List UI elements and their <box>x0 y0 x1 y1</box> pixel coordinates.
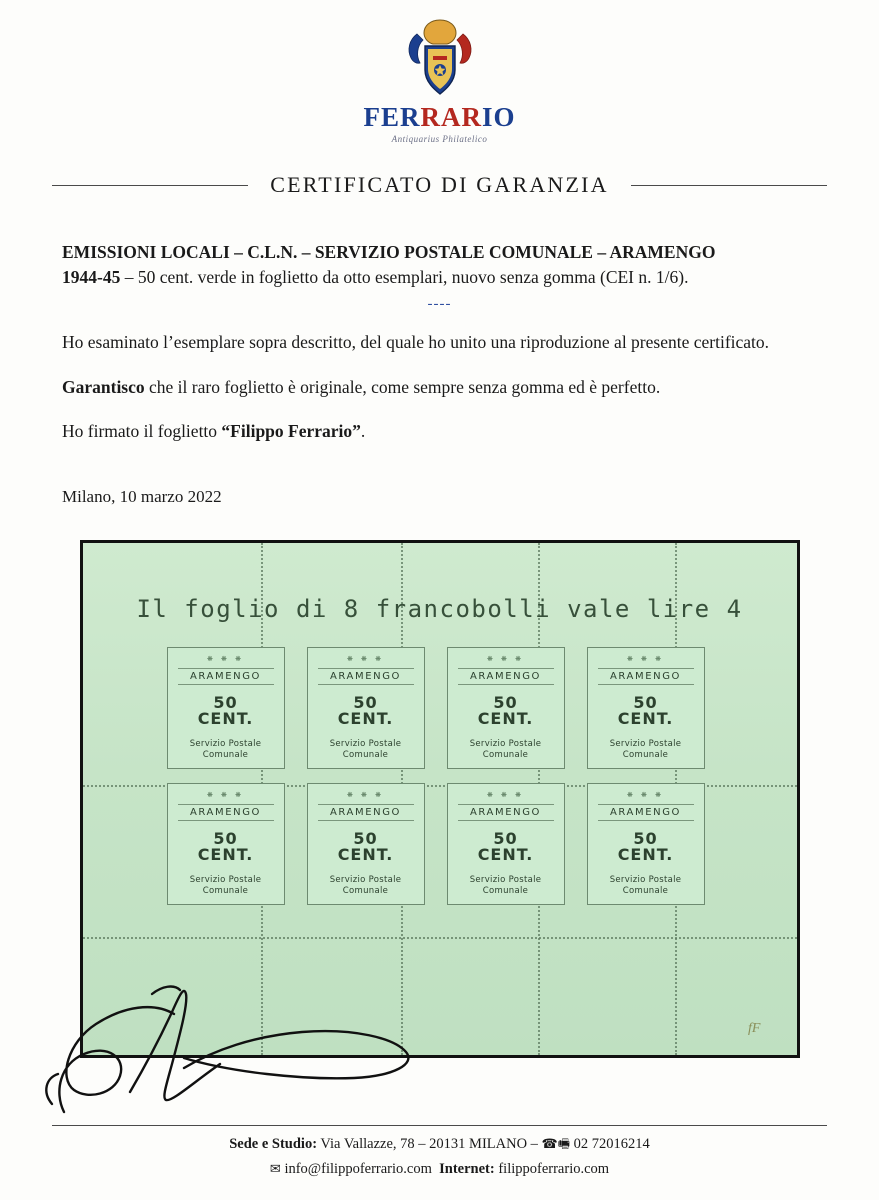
stamp-service-line-1: Servizio Postale <box>469 875 542 886</box>
signed-pre: Ho firmato il foglietto <box>62 420 222 441</box>
stamp-value: 50 <box>493 828 518 848</box>
stamp-item <box>587 647 705 769</box>
title-rule-left <box>52 185 248 186</box>
stamp-service-line-1: Servizio Postale <box>609 875 682 886</box>
stamp-value: 50 <box>633 692 658 712</box>
footer <box>52 1125 827 1178</box>
footer-address: Via Vallazze, 78 – 20131 MILANO – <box>317 1136 542 1152</box>
stamp-value: 50 <box>493 692 518 712</box>
stamp-country: ARAMENGO <box>598 668 694 685</box>
ornament-icon: ❋ ❋ ❋ <box>626 790 665 799</box>
stamp-currency: CENT. <box>337 845 394 865</box>
paragraph-signed <box>62 418 817 444</box>
ornament-icon: ❋ ❋ ❋ <box>346 654 385 663</box>
divider-dashes: ---- <box>427 295 452 312</box>
stamp-service-line-1: Servizio Postale <box>469 739 542 750</box>
brand-part-3: IO <box>481 102 516 132</box>
brand-wordmark <box>0 104 879 131</box>
stamp-value: 50 <box>353 692 378 712</box>
stamp-service-line-1: Servizio Postale <box>329 739 402 750</box>
stamp-grid <box>167 647 723 905</box>
stamp-currency: CENT. <box>477 709 534 729</box>
footer-label-sede: Sede e Studio: <box>229 1136 318 1152</box>
brand-part-1: FER <box>363 102 421 132</box>
letterhead <box>0 0 879 144</box>
stamp-item <box>447 783 565 905</box>
stamp-country: ARAMENGO <box>458 804 554 821</box>
stamp-sheet-image <box>80 540 800 1058</box>
stamp-currency: CENT. <box>617 709 674 729</box>
stamp-currency: CENT. <box>477 845 534 865</box>
stamp-service-line-2: Comunale <box>482 749 529 760</box>
stamp-service-line-2: Comunale <box>202 749 249 760</box>
footer-email[interactable]: info@filippoferrario.com <box>284 1161 432 1177</box>
stamp-service-line-2: Comunale <box>342 885 389 896</box>
paragraph-guarantee <box>62 374 817 400</box>
signed-name: “Filippo Ferrario” <box>221 420 361 441</box>
stamp-currency: CENT. <box>617 845 674 865</box>
page-title: CERTIFICATO DI GARANZIA <box>270 172 609 197</box>
brand-tagline: Antiquarius Philatelico <box>391 134 488 144</box>
stamp-country: ARAMENGO <box>318 668 414 685</box>
title-rule-right <box>631 185 827 186</box>
footer-address-line <box>52 1135 827 1157</box>
ornament-icon: ❋ ❋ ❋ <box>486 654 525 663</box>
heraldic-crest-icon <box>397 16 483 102</box>
place-and-date: Milano, 10 marzo 2022 <box>62 487 222 506</box>
stamp-value: 50 <box>353 828 378 848</box>
phone-icon: ☎ <box>541 1136 558 1151</box>
stamp-country: ARAMENGO <box>318 804 414 821</box>
ornament-icon: ❋ ❋ ❋ <box>626 654 665 663</box>
ornament-icon: ❋ ❋ ❋ <box>346 790 385 799</box>
envelope-icon: ✉ <box>269 1161 281 1176</box>
sheet-heading-text: Il foglio di 8 francobolli vale lire 4 <box>136 594 743 623</box>
ornament-icon: ❋ ❋ ❋ <box>486 790 525 799</box>
footer-label-internet: Internet: <box>439 1161 495 1177</box>
footer-website[interactable]: filippoferrario.com <box>494 1161 610 1177</box>
fax-icon: 🖷 <box>557 1136 571 1151</box>
signed-post: . <box>360 420 366 441</box>
certificate-title-row <box>0 172 879 198</box>
ornament-icon: ❋ ❋ ❋ <box>206 790 245 799</box>
stamp-service-line-2: Comunale <box>202 885 249 896</box>
guarantee-keyword: Garantisco <box>62 376 145 397</box>
guarantee-text: che il raro foglietto è originale, come sempre senza gomma ed è perfetto. <box>144 376 661 397</box>
stamp-service-line-2: Comunale <box>622 749 669 760</box>
stamp-country: ARAMENGO <box>178 804 274 821</box>
item-description-year: 1944-45 <box>62 267 121 288</box>
item-description-main: EMISSIONI LOCALI – C.L.N. – SERVIZIO POSTALE COMUNALE – ARAMENGO <box>62 242 716 262</box>
certificate-body <box>0 240 879 510</box>
stamp-service-line-2: Comunale <box>482 885 529 896</box>
stamp-country: ARAMENGO <box>178 668 274 685</box>
stamp-service-line-2: Comunale <box>622 885 669 896</box>
stamp-service-line-1: Servizio Postale <box>609 739 682 750</box>
ornament-icon: ❋ ❋ ❋ <box>206 654 245 663</box>
expert-mini-signature: fF <box>748 1020 761 1036</box>
footer-contact-line <box>52 1161 827 1178</box>
stamp-value: 50 <box>213 692 238 712</box>
stamp-item <box>307 647 425 769</box>
stamp-value: 50 <box>633 828 658 848</box>
stamp-service-line-1: Servizio Postale <box>189 875 262 886</box>
stamp-country: ARAMENGO <box>598 804 694 821</box>
paragraph-examined: Ho esaminato l’esemplare sopra descritto, del quale ho unito una riproduzione al presente certificato. <box>62 332 770 353</box>
footer-phone-number: 02 72016214 <box>570 1136 650 1152</box>
stamp-item <box>307 783 425 905</box>
stamp-country: ARAMENGO <box>458 668 554 685</box>
stamp-currency: CENT. <box>197 709 254 729</box>
perforation-line-horizontal <box>83 937 797 939</box>
stamp-item <box>167 647 285 769</box>
stamp-currency: CENT. <box>337 709 394 729</box>
brand-part-2: RAR <box>420 102 482 132</box>
stamp-value: 50 <box>213 828 238 848</box>
item-description-detail: – 50 cent. verde in foglietto da otto esemplari, nuovo senza gomma (CEI n. 1/6). <box>120 267 689 288</box>
item-description <box>62 240 817 291</box>
footer-rule <box>52 1125 827 1126</box>
stamp-service-line-1: Servizio Postale <box>189 739 262 750</box>
stamp-currency: CENT. <box>197 845 254 865</box>
stamp-service-line-1: Servizio Postale <box>329 875 402 886</box>
stamp-item <box>447 647 565 769</box>
stamp-service-line-2: Comunale <box>342 749 389 760</box>
stamp-item <box>587 783 705 905</box>
stamp-item <box>167 783 285 905</box>
